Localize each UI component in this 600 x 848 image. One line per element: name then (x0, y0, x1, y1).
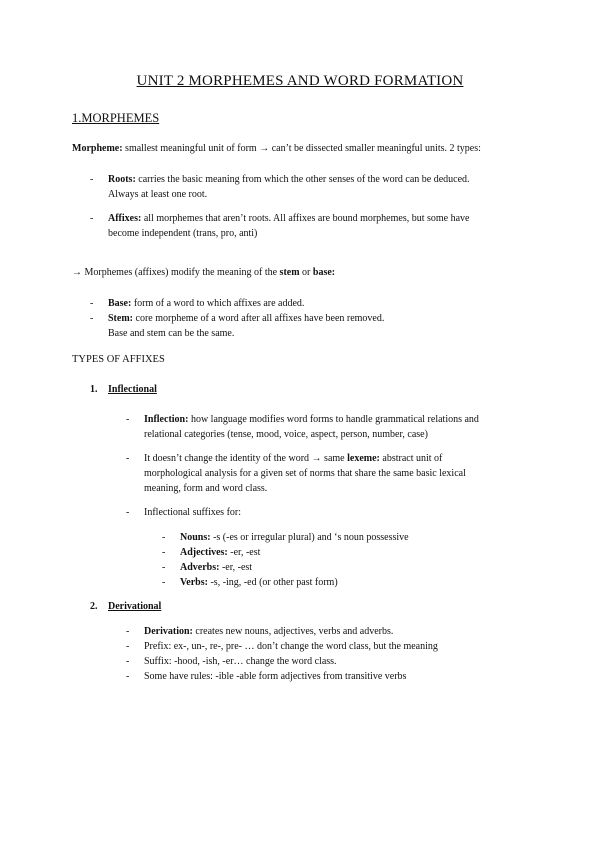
bullet-dash: - (90, 174, 94, 185)
stem-definition (108, 311, 384, 326)
bullet-dash: - (126, 453, 130, 464)
inflection-line1 (144, 412, 479, 427)
morpheme-definition (72, 141, 481, 156)
or-word: or (299, 267, 313, 278)
morpheme-text: smallest meaningful unit of form → can’t be dissected smaller meaningful units. 2 types: (122, 143, 481, 154)
roots-line2: Always at least one root. (108, 189, 208, 200)
base-term: Base: (108, 298, 132, 309)
nouns-term: Nouns: (180, 532, 211, 543)
roots-text: carries the basic meaning from which the other senses of the word can be deduced. (135, 174, 470, 185)
bullet-dash: - (162, 532, 166, 543)
morpheme-term: Morpheme: (72, 143, 123, 154)
identity-line2: morphological analysis for a given set of norms that share the same basic lexical (144, 468, 466, 479)
prefix-item: Prefix: ex-, un-, re-, pre- … don’t change the word class, but the meaning (144, 641, 438, 652)
roots-line1 (108, 172, 470, 187)
rules-item: Some have rules: -ible -able form adjectives from transitive verbs (144, 671, 407, 682)
list-number: 2. (90, 601, 98, 612)
identity-text: It doesn’t change the identity of the word → same (144, 453, 348, 464)
stem-text: core morpheme of a word after all affixes have been removed. (133, 313, 385, 324)
section-heading-morphemes: 1.MORPHEMES (72, 111, 160, 125)
verbs-item (180, 575, 338, 590)
affixes-term: Affixes: (108, 213, 142, 224)
adjectives-term: Adjectives: (180, 547, 228, 558)
adverbs-term: Adverbs: (180, 562, 220, 573)
adjectives-item (180, 545, 260, 560)
modify-line (72, 265, 335, 280)
adverbs-text: -er, -est (219, 562, 253, 573)
bullet-dash: - (126, 626, 130, 637)
bullet-dash: - (162, 547, 166, 558)
affixes-text: all morphemes that aren’t roots. All affixes are bound morphemes, but some have (141, 213, 470, 224)
verbs-text: -s, -ing, -ed (or other past form) (207, 577, 338, 588)
derivation-text: creates new nouns, adjectives, verbs and adverbs. (192, 626, 394, 637)
nouns-text: -s (-es or irregular plural) and ‘s noun possessive (210, 532, 409, 543)
bullet-dash: - (126, 414, 130, 425)
derivation-item (144, 624, 393, 639)
base-definition (108, 296, 304, 311)
adverbs-item (180, 560, 252, 575)
bullet-dash: - (162, 562, 166, 573)
types-heading: TYPES OF AFFIXES (72, 354, 165, 365)
inflectional-suffixes: Inflectional suffixes for: (144, 507, 242, 518)
inflectional-heading: Inflectional (108, 384, 157, 395)
inflection-term: Inflection: (144, 414, 189, 425)
inflection-text: how language modifies word forms to handle grammatical relations and (188, 414, 479, 425)
bullet-dash: - (126, 641, 130, 652)
identity-line1 (144, 451, 442, 466)
stem-word: stem (279, 267, 300, 278)
page-title: UNIT 2 MORPHEMES AND WORD FORMATION (136, 73, 464, 89)
base-word: base: (312, 267, 336, 278)
lexeme-term: lexeme: (347, 453, 380, 464)
roots-term: Roots: (108, 174, 136, 185)
list-number: 1. (90, 384, 98, 395)
identity-line3: meaning, form and word class. (144, 483, 268, 494)
inflection-line2: relational categories (tense, mood, voice, aspect, person, number, case) (144, 429, 428, 440)
bullet-dash: - (162, 577, 166, 588)
bullet-dash: - (126, 656, 130, 667)
bullet-dash: - (90, 213, 94, 224)
suffix-item: Suffix: -hood, -ish, -er… change the word class. (144, 656, 337, 667)
affixes-line2: become independent (trans, pro, anti) (108, 228, 258, 239)
bullet-dash: - (126, 507, 130, 518)
stem-line2: Base and stem can be the same. (108, 328, 235, 339)
base-text: form of a word to which affixes are added. (131, 298, 305, 309)
affixes-line1 (108, 211, 470, 226)
bullet-dash: - (90, 298, 94, 309)
derivation-term: Derivation: (144, 626, 193, 637)
verbs-term: Verbs: (180, 577, 208, 588)
stem-term: Stem: (108, 313, 133, 324)
modify-text: → Morphemes (affixes) modify the meaning of the (72, 267, 280, 278)
bullet-dash: - (126, 671, 130, 682)
bullet-dash: - (90, 313, 94, 324)
adjectives-text: -er, -est (227, 547, 261, 558)
nouns-item (180, 530, 409, 545)
derivational-heading: Derivational (108, 601, 162, 612)
identity-text-cont: abstract unit of (379, 453, 443, 464)
